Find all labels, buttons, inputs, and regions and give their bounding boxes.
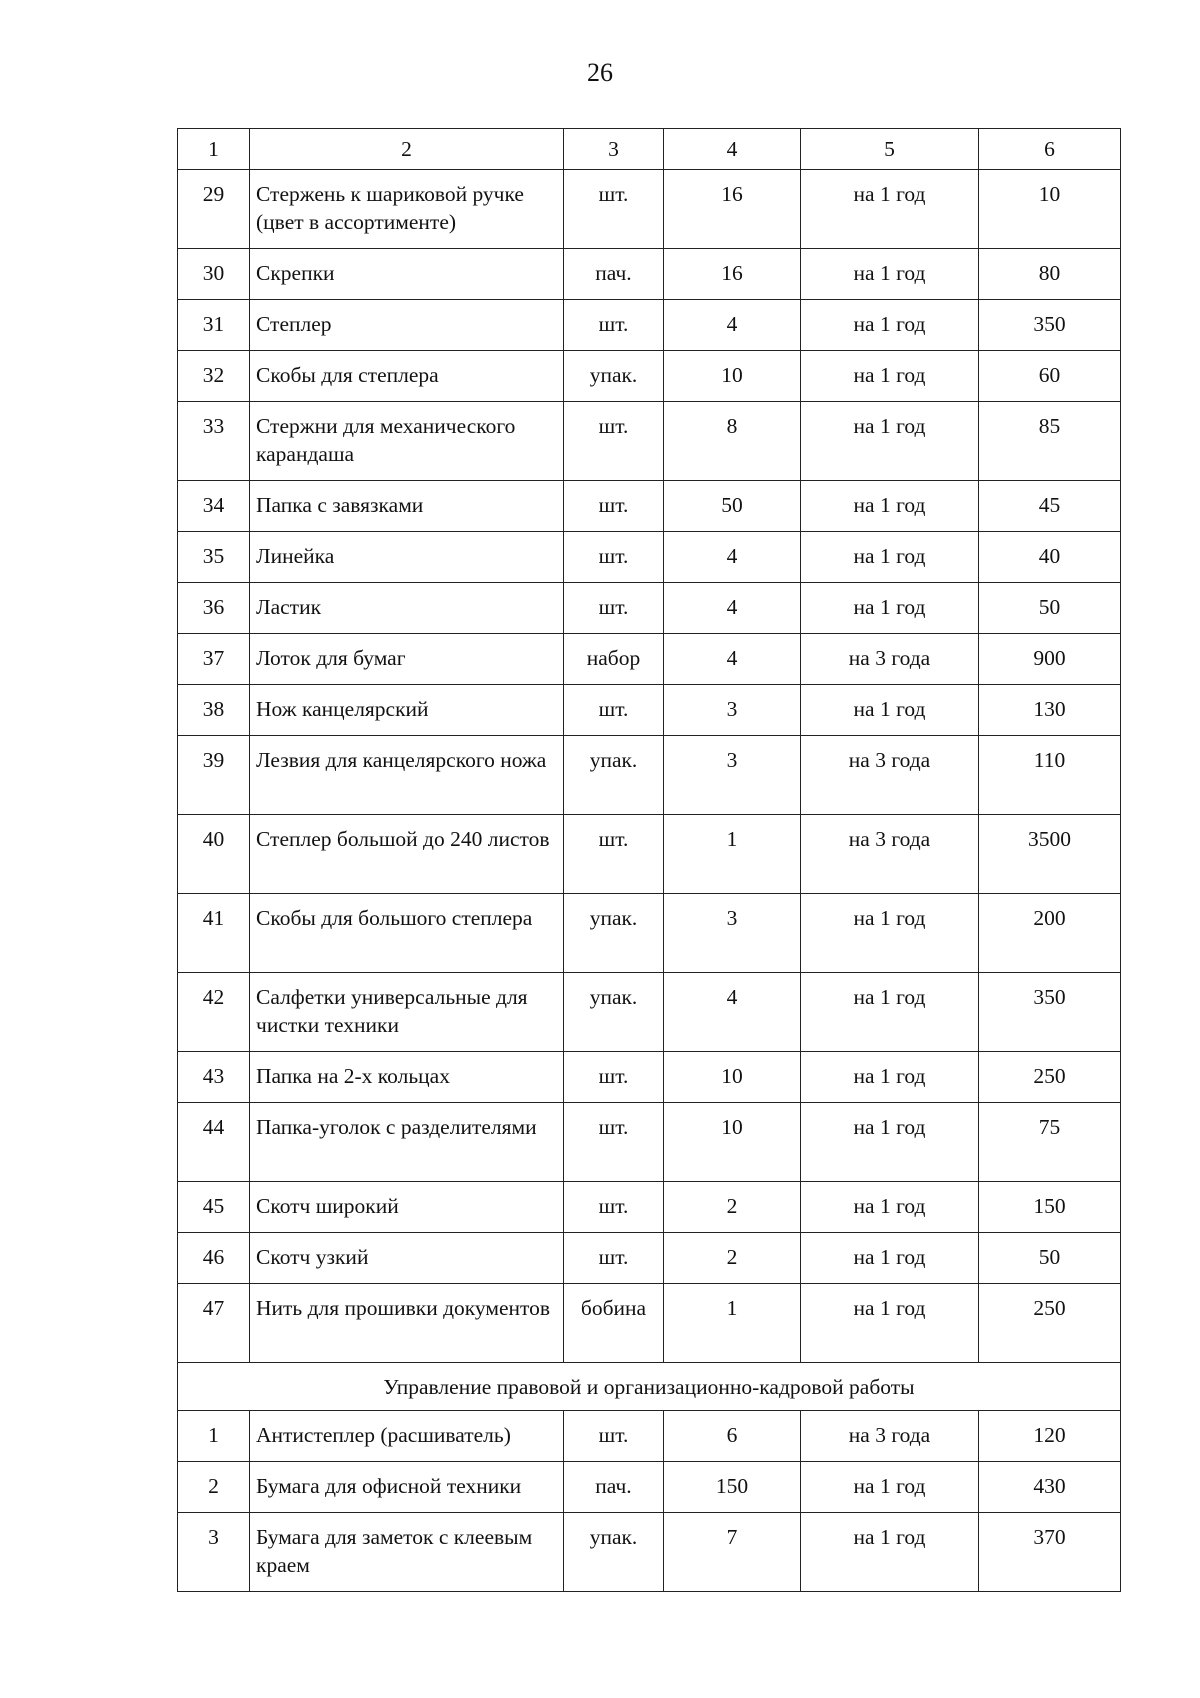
row-number-cell: 33 xyxy=(178,402,250,481)
table-row xyxy=(178,634,1121,685)
item-name-cell: Степлер большой до 240 листов xyxy=(250,815,564,894)
row-number-cell: 32 xyxy=(178,351,250,402)
item-name-cell: Ластик xyxy=(250,583,564,634)
period-cell: на 1 год xyxy=(801,300,979,351)
table-row xyxy=(178,736,1121,815)
section-row xyxy=(178,1363,1121,1411)
table-row xyxy=(178,170,1121,249)
period-cell: на 1 год xyxy=(801,685,979,736)
quantity-cell: 4 xyxy=(664,583,801,634)
quantity-cell: 2 xyxy=(664,1182,801,1233)
quantity-cell: 50 xyxy=(664,481,801,532)
period-cell: на 1 год xyxy=(801,1513,979,1592)
price-cell: 130 xyxy=(979,685,1121,736)
page-number: 26 xyxy=(587,58,613,87)
row-number-cell: 45 xyxy=(178,1182,250,1233)
row-number-cell: 36 xyxy=(178,583,250,634)
price-cell: 75 xyxy=(979,1103,1121,1182)
item-name-cell: Салфетки универсальные для чистки техники xyxy=(250,973,564,1052)
row-number-cell: 46 xyxy=(178,1233,250,1284)
table-row xyxy=(178,1411,1121,1462)
quantity-cell: 10 xyxy=(664,1103,801,1182)
unit-cell: бобина xyxy=(564,1284,664,1363)
quantity-cell: 1 xyxy=(664,815,801,894)
item-name-cell: Степлер xyxy=(250,300,564,351)
table-row xyxy=(178,300,1121,351)
quantity-cell: 4 xyxy=(664,532,801,583)
unit-cell: упак. xyxy=(564,351,664,402)
supply-table xyxy=(177,128,1121,1592)
row-number-cell: 40 xyxy=(178,815,250,894)
item-name-cell: Скотч широкий xyxy=(250,1182,564,1233)
table-row xyxy=(178,249,1121,300)
quantity-cell: 6 xyxy=(664,1411,801,1462)
period-cell: на 3 года xyxy=(801,1411,979,1462)
unit-cell: шт. xyxy=(564,402,664,481)
quantity-cell: 7 xyxy=(664,1513,801,1592)
row-number-cell: 29 xyxy=(178,170,250,249)
unit-cell: набор xyxy=(564,634,664,685)
price-cell: 80 xyxy=(979,249,1121,300)
row-number-cell: 47 xyxy=(178,1284,250,1363)
table-row xyxy=(178,894,1121,973)
header-cell: 2 xyxy=(250,129,564,170)
row-number-cell: 30 xyxy=(178,249,250,300)
period-cell: на 1 год xyxy=(801,402,979,481)
period-cell: на 1 год xyxy=(801,1182,979,1233)
quantity-cell: 150 xyxy=(664,1462,801,1513)
quantity-cell: 10 xyxy=(664,351,801,402)
header-cell: 6 xyxy=(979,129,1121,170)
table-row xyxy=(178,1103,1121,1182)
row-number-cell: 34 xyxy=(178,481,250,532)
unit-cell: пач. xyxy=(564,249,664,300)
row-number-cell: 2 xyxy=(178,1462,250,1513)
table-row xyxy=(178,583,1121,634)
period-cell: на 1 год xyxy=(801,1462,979,1513)
unit-cell: упак. xyxy=(564,1513,664,1592)
item-name-cell: Лезвия для канцелярского ножа xyxy=(250,736,564,815)
table-header-row xyxy=(178,129,1121,170)
item-name-cell: Нить для прошивки документов xyxy=(250,1284,564,1363)
header-cell: 5 xyxy=(801,129,979,170)
price-cell: 45 xyxy=(979,481,1121,532)
quantity-cell: 1 xyxy=(664,1284,801,1363)
unit-cell: шт. xyxy=(564,1182,664,1233)
header-cell: 4 xyxy=(664,129,801,170)
price-cell: 350 xyxy=(979,973,1121,1052)
unit-cell: шт. xyxy=(564,170,664,249)
row-number-cell: 3 xyxy=(178,1513,250,1592)
item-name-cell: Папка-уголок с разделителями xyxy=(250,1103,564,1182)
item-name-cell: Стержни для механического карандаша xyxy=(250,402,564,481)
table-row xyxy=(178,1513,1121,1592)
table-row xyxy=(178,1233,1121,1284)
period-cell: на 3 года xyxy=(801,736,979,815)
period-cell: на 1 год xyxy=(801,1233,979,1284)
table-row xyxy=(178,1182,1121,1233)
quantity-cell: 2 xyxy=(664,1233,801,1284)
quantity-cell: 4 xyxy=(664,300,801,351)
row-number-cell: 31 xyxy=(178,300,250,351)
price-cell: 200 xyxy=(979,894,1121,973)
unit-cell: шт. xyxy=(564,532,664,583)
row-number-cell: 42 xyxy=(178,973,250,1052)
price-cell: 50 xyxy=(979,1233,1121,1284)
item-name-cell: Бумага для заметок с клеевым краем xyxy=(250,1513,564,1592)
quantity-cell: 16 xyxy=(664,249,801,300)
period-cell: на 1 год xyxy=(801,583,979,634)
price-cell: 350 xyxy=(979,300,1121,351)
item-name-cell: Нож канцелярский xyxy=(250,685,564,736)
item-name-cell: Антистеплер (расшиватель) xyxy=(250,1411,564,1462)
table-row xyxy=(178,815,1121,894)
quantity-cell: 3 xyxy=(664,894,801,973)
row-number-cell: 43 xyxy=(178,1052,250,1103)
unit-cell: шт. xyxy=(564,300,664,351)
item-name-cell: Лоток для бумаг xyxy=(250,634,564,685)
table-body xyxy=(178,129,1121,1592)
period-cell: на 1 год xyxy=(801,1284,979,1363)
item-name-cell: Бумага для офисной техники xyxy=(250,1462,564,1513)
table-row xyxy=(178,1052,1121,1103)
unit-cell: пач. xyxy=(564,1462,664,1513)
header-cell: 1 xyxy=(178,129,250,170)
table-row xyxy=(178,532,1121,583)
item-name-cell: Папка с завязками xyxy=(250,481,564,532)
row-number-cell: 39 xyxy=(178,736,250,815)
unit-cell: шт. xyxy=(564,815,664,894)
price-cell: 120 xyxy=(979,1411,1121,1462)
table-row xyxy=(178,685,1121,736)
unit-cell: шт. xyxy=(564,1411,664,1462)
price-cell: 85 xyxy=(979,402,1121,481)
price-cell: 430 xyxy=(979,1462,1121,1513)
price-cell: 110 xyxy=(979,736,1121,815)
row-number-cell: 44 xyxy=(178,1103,250,1182)
item-name-cell: Скобы для большого степлера xyxy=(250,894,564,973)
quantity-cell: 4 xyxy=(664,973,801,1052)
period-cell: на 3 года xyxy=(801,815,979,894)
item-name-cell: Папка на 2-х кольцах xyxy=(250,1052,564,1103)
table-row xyxy=(178,351,1121,402)
quantity-cell: 4 xyxy=(664,634,801,685)
price-cell: 370 xyxy=(979,1513,1121,1592)
row-number-cell: 37 xyxy=(178,634,250,685)
item-name-cell: Скотч узкий xyxy=(250,1233,564,1284)
price-cell: 150 xyxy=(979,1182,1121,1233)
unit-cell: шт. xyxy=(564,685,664,736)
period-cell: на 1 год xyxy=(801,1103,979,1182)
unit-cell: упак. xyxy=(564,973,664,1052)
table-row xyxy=(178,481,1121,532)
price-cell: 50 xyxy=(979,583,1121,634)
period-cell: на 1 год xyxy=(801,1052,979,1103)
period-cell: на 1 год xyxy=(801,249,979,300)
unit-cell: шт. xyxy=(564,1103,664,1182)
item-name-cell: Линейка xyxy=(250,532,564,583)
item-name-cell: Стержень к шариковой ручке (цвет в ассортименте) xyxy=(250,170,564,249)
quantity-cell: 3 xyxy=(664,685,801,736)
table-row xyxy=(178,1284,1121,1363)
period-cell: на 3 года xyxy=(801,634,979,685)
price-cell: 40 xyxy=(979,532,1121,583)
table-row xyxy=(178,973,1121,1052)
period-cell: на 1 год xyxy=(801,170,979,249)
row-number-cell: 1 xyxy=(178,1411,250,1462)
table-row xyxy=(178,1462,1121,1513)
header-cell: 3 xyxy=(564,129,664,170)
period-cell: на 1 год xyxy=(801,532,979,583)
unit-cell: шт. xyxy=(564,1052,664,1103)
item-name-cell: Скрепки xyxy=(250,249,564,300)
quantity-cell: 10 xyxy=(664,1052,801,1103)
period-cell: на 1 год xyxy=(801,894,979,973)
unit-cell: шт. xyxy=(564,481,664,532)
price-cell: 250 xyxy=(979,1052,1121,1103)
price-cell: 3500 xyxy=(979,815,1121,894)
price-cell: 10 xyxy=(979,170,1121,249)
row-number-cell: 35 xyxy=(178,532,250,583)
quantity-cell: 8 xyxy=(664,402,801,481)
row-number-cell: 41 xyxy=(178,894,250,973)
period-cell: на 1 год xyxy=(801,351,979,402)
section-title: Управление правовой и организационно-кадровой работы xyxy=(178,1363,1121,1411)
period-cell: на 1 год xyxy=(801,481,979,532)
table-row xyxy=(178,402,1121,481)
item-name-cell: Скобы для степлера xyxy=(250,351,564,402)
quantity-cell: 3 xyxy=(664,736,801,815)
price-cell: 900 xyxy=(979,634,1121,685)
unit-cell: упак. xyxy=(564,894,664,973)
row-number-cell: 38 xyxy=(178,685,250,736)
price-cell: 60 xyxy=(979,351,1121,402)
unit-cell: шт. xyxy=(564,583,664,634)
period-cell: на 1 год xyxy=(801,973,979,1052)
unit-cell: упак. xyxy=(564,736,664,815)
price-cell: 250 xyxy=(979,1284,1121,1363)
unit-cell: шт. xyxy=(564,1233,664,1284)
quantity-cell: 16 xyxy=(664,170,801,249)
